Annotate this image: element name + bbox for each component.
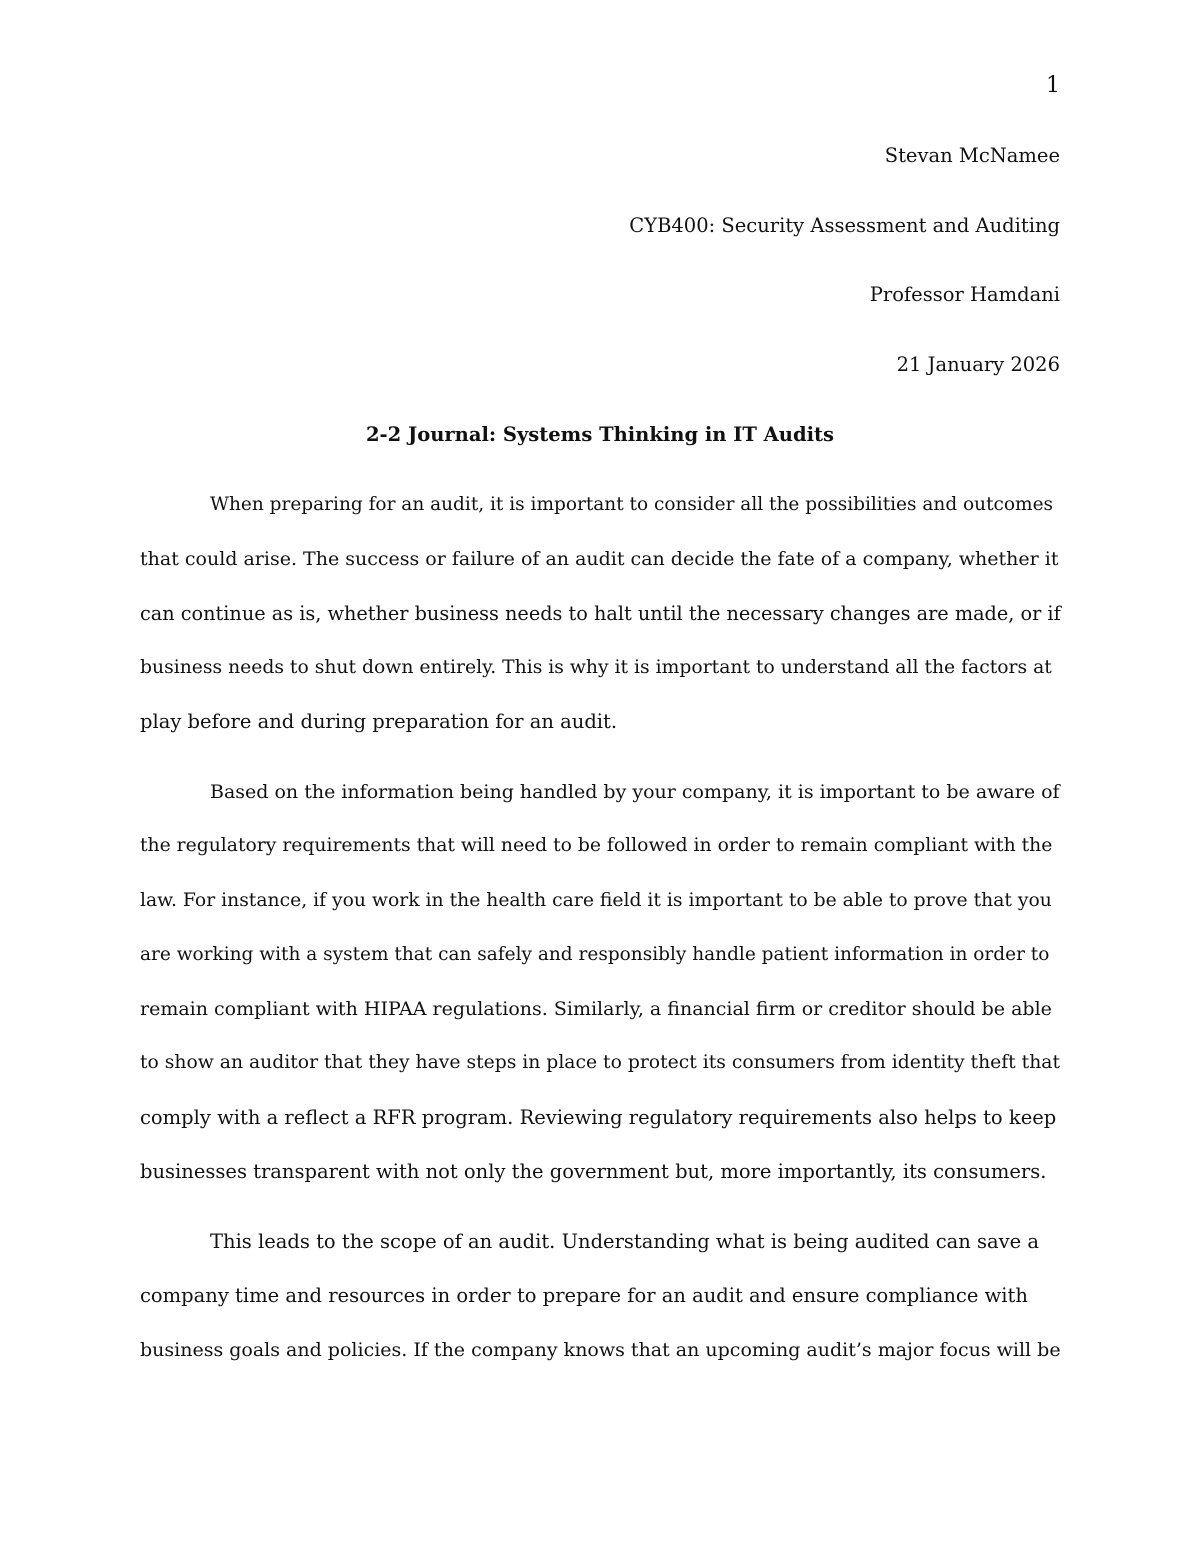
author-name: Stevan McNamee [884, 144, 1060, 167]
paragraph-line: the regulatory requirements that will need to be followed in order to remain compliant with the [140, 835, 1053, 857]
paragraph-line: to show an auditor that they have steps in place to protect its consumers from identity theft that [140, 1052, 1060, 1074]
professor-name: Professor Hamdani [869, 283, 1060, 306]
paragraph-line: When preparing for an audit, it is important to consider all the possibilities and outcomes [210, 494, 1054, 515]
paragraph-line: are working with a system that can safely and responsibly handle patient information in order to [140, 943, 1050, 965]
paragraph-3 [140, 1226, 1060, 1389]
paragraph-line: remain compliant with HIPAA regulations. Similarly, a financial firm or creditor should be able [140, 998, 1052, 1021]
paragraph-line: Based on the information being handled by your company, it is important to be aware of [210, 780, 1060, 803]
paragraph-line: can continue as is, whether business needs to halt until the necessary changes are made, or if [140, 601, 1061, 625]
paragraph-line: This leads to the scope of an audit. Understanding what is being audited can save a [210, 1229, 1040, 1253]
header-block [160, 140, 1060, 418]
paragraph-line: play before and during preparation for an audit. [140, 710, 618, 734]
document-date: 21 January 2026 [896, 352, 1060, 376]
paragraph-1 [140, 489, 1060, 760]
paragraph-line: that could arise. The success or failure of an audit can decide the fate of a company, whether it [140, 548, 1059, 571]
page-number: 1 [1046, 73, 1060, 98]
paragraph-2 [140, 776, 1060, 1210]
paragraph-line: comply with a reflect a RFR program. Reviewing regulatory requirements also helps to keep [140, 1105, 1057, 1129]
document-body [140, 489, 1060, 1404]
paragraph-line: law. For instance, if you work in the health care field it is important to be able to prove that you [140, 889, 1052, 911]
paragraph-line: company time and resources in order to prepare for an audit and ensure compliance with [140, 1284, 1028, 1308]
paragraph-line: business needs to shut down entirely. This is why it is important to understand all the factors at [140, 656, 1052, 678]
paragraph-line: business goals and policies. If the company knows that an upcoming audit’s major focus will be [140, 1339, 1061, 1362]
paragraph-line: businesses transparent with not only the government but, more importantly, its consumers. [140, 1160, 1047, 1184]
course-name: CYB400: Security Assessment and Auditing [629, 213, 1060, 237]
document-title: 2-2 Journal: Systems Thinking in IT Audits [365, 423, 835, 446]
